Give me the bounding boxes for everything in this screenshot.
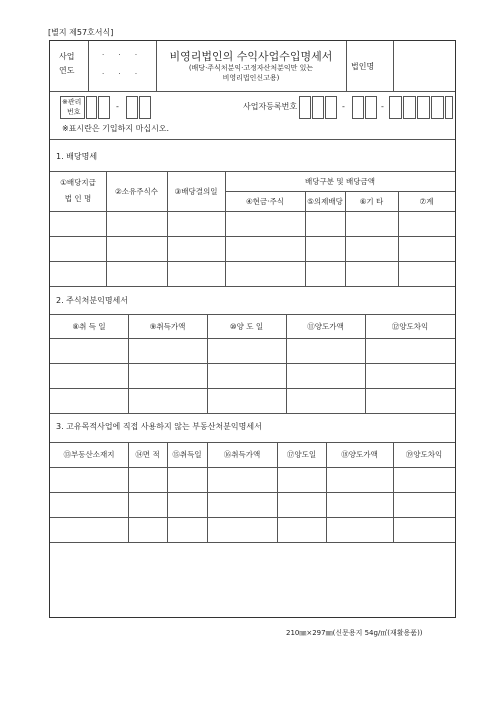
divider <box>156 41 157 91</box>
year-label-1: 사업 <box>59 52 75 61</box>
col-property-location: ⑬부동산소재지 <box>63 450 115 459</box>
col-acquisition-price: ⑨취득가액 <box>149 321 186 331</box>
mgmt-number-label-1: ※관리 <box>62 98 82 106</box>
mgmt-number-field[interactable] <box>139 96 151 119</box>
divider <box>393 41 394 91</box>
col-shares-owned: ②소유주식수 <box>115 186 158 196</box>
subtitle-line-2: 비영리법인신고용) <box>222 74 280 82</box>
col-dividend-group: 배당구분 및 배당금액 <box>305 176 375 186</box>
biz-reg-field[interactable] <box>445 96 453 119</box>
divider <box>50 467 455 468</box>
dash: - <box>342 102 345 111</box>
biz-reg-field[interactable] <box>325 96 337 119</box>
divider <box>50 91 455 92</box>
mgmt-number-field[interactable] <box>126 96 138 119</box>
date-marks-start: . . . <box>102 49 144 57</box>
col-transfer-price: ⑪양도가액 <box>307 321 344 331</box>
divider <box>88 41 89 91</box>
form-frame <box>49 40 456 618</box>
divider <box>50 517 455 518</box>
section3-title: 3. 고유목적사업에 직접 사용하지 않는 부동산처분익명세서 <box>56 422 262 431</box>
page-title: 비영리법인의 수익사업수입명세서 <box>169 50 333 63</box>
dash: - <box>116 102 119 111</box>
subtitle-line-1: (배당·주식처분익·고정자산처분익만 있는 <box>188 64 314 72</box>
divider <box>50 261 455 262</box>
col-acquisition-date: ⑧취 득 일 <box>72 321 106 331</box>
divider <box>50 286 455 287</box>
biz-reg-label: 사업자등록번호 <box>243 102 298 111</box>
col-acquisition-price: ⑯취득가액 <box>223 450 261 459</box>
col-transfer-gain: ⑲양도차익 <box>405 450 443 459</box>
col-other: ⑥기 타 <box>359 196 384 206</box>
biz-reg-field[interactable] <box>312 96 324 119</box>
divider <box>346 41 347 91</box>
biz-reg-field[interactable] <box>431 96 444 119</box>
divider <box>50 492 455 493</box>
col-transfer-date: ⑰양도일 <box>286 450 317 459</box>
divider <box>50 388 455 389</box>
mgmt-number-field[interactable] <box>98 96 110 119</box>
divider <box>50 139 455 140</box>
mgmt-number-label-2: 번호 <box>67 108 81 116</box>
paper-spec-footer: 210㎜×297㎜(신문용지 54g/㎡(재활용품)) <box>286 629 423 637</box>
col-deemed-dividend: ⑤의제배당 <box>307 196 343 206</box>
mgmt-number-field[interactable] <box>86 96 97 119</box>
date-marks-end: . . . <box>102 68 144 76</box>
biz-reg-field[interactable] <box>403 96 416 119</box>
corp-name-field[interactable] <box>396 44 452 88</box>
col-resolution-date: ③배당결의일 <box>174 186 218 196</box>
divider <box>50 338 455 339</box>
col-transfer-price: ⑱양도가액 <box>341 450 378 459</box>
corp-name-label: 법인명 <box>351 62 375 71</box>
col-area: ⑭면 적 <box>135 450 160 459</box>
year-label-2: 연도 <box>59 66 75 75</box>
section2-title: 2. 주식처분익명세서 <box>56 296 128 305</box>
dash: - <box>381 102 384 111</box>
note: ※표시란은 기입하지 마십시오. <box>62 124 170 133</box>
biz-reg-field[interactable] <box>365 96 377 119</box>
divider <box>50 363 455 364</box>
biz-reg-field[interactable] <box>389 96 402 119</box>
biz-reg-field[interactable] <box>299 96 311 119</box>
divider <box>50 236 455 237</box>
col-payer-name-line2: 법 인 명 <box>64 193 92 203</box>
section1-title: 1. 배당명세 <box>56 152 98 161</box>
biz-reg-field[interactable] <box>352 96 364 119</box>
divider <box>50 542 455 543</box>
biz-reg-field[interactable] <box>417 96 430 119</box>
col-transfer-gain: ⑫양도차익 <box>391 321 429 331</box>
col-transfer-date: ⑩양 도 일 <box>229 321 264 331</box>
col-acquisition-date: ⑮취득일 <box>172 450 202 459</box>
col-total: ⑦계 <box>419 196 434 206</box>
divider <box>50 413 455 414</box>
divider <box>50 211 455 212</box>
form-number: [별지 제57호서식] <box>48 28 114 37</box>
col-cash-stock: ④현금·주식 <box>245 196 285 206</box>
col-payer-name-line1: ①배당지급 <box>60 177 96 187</box>
